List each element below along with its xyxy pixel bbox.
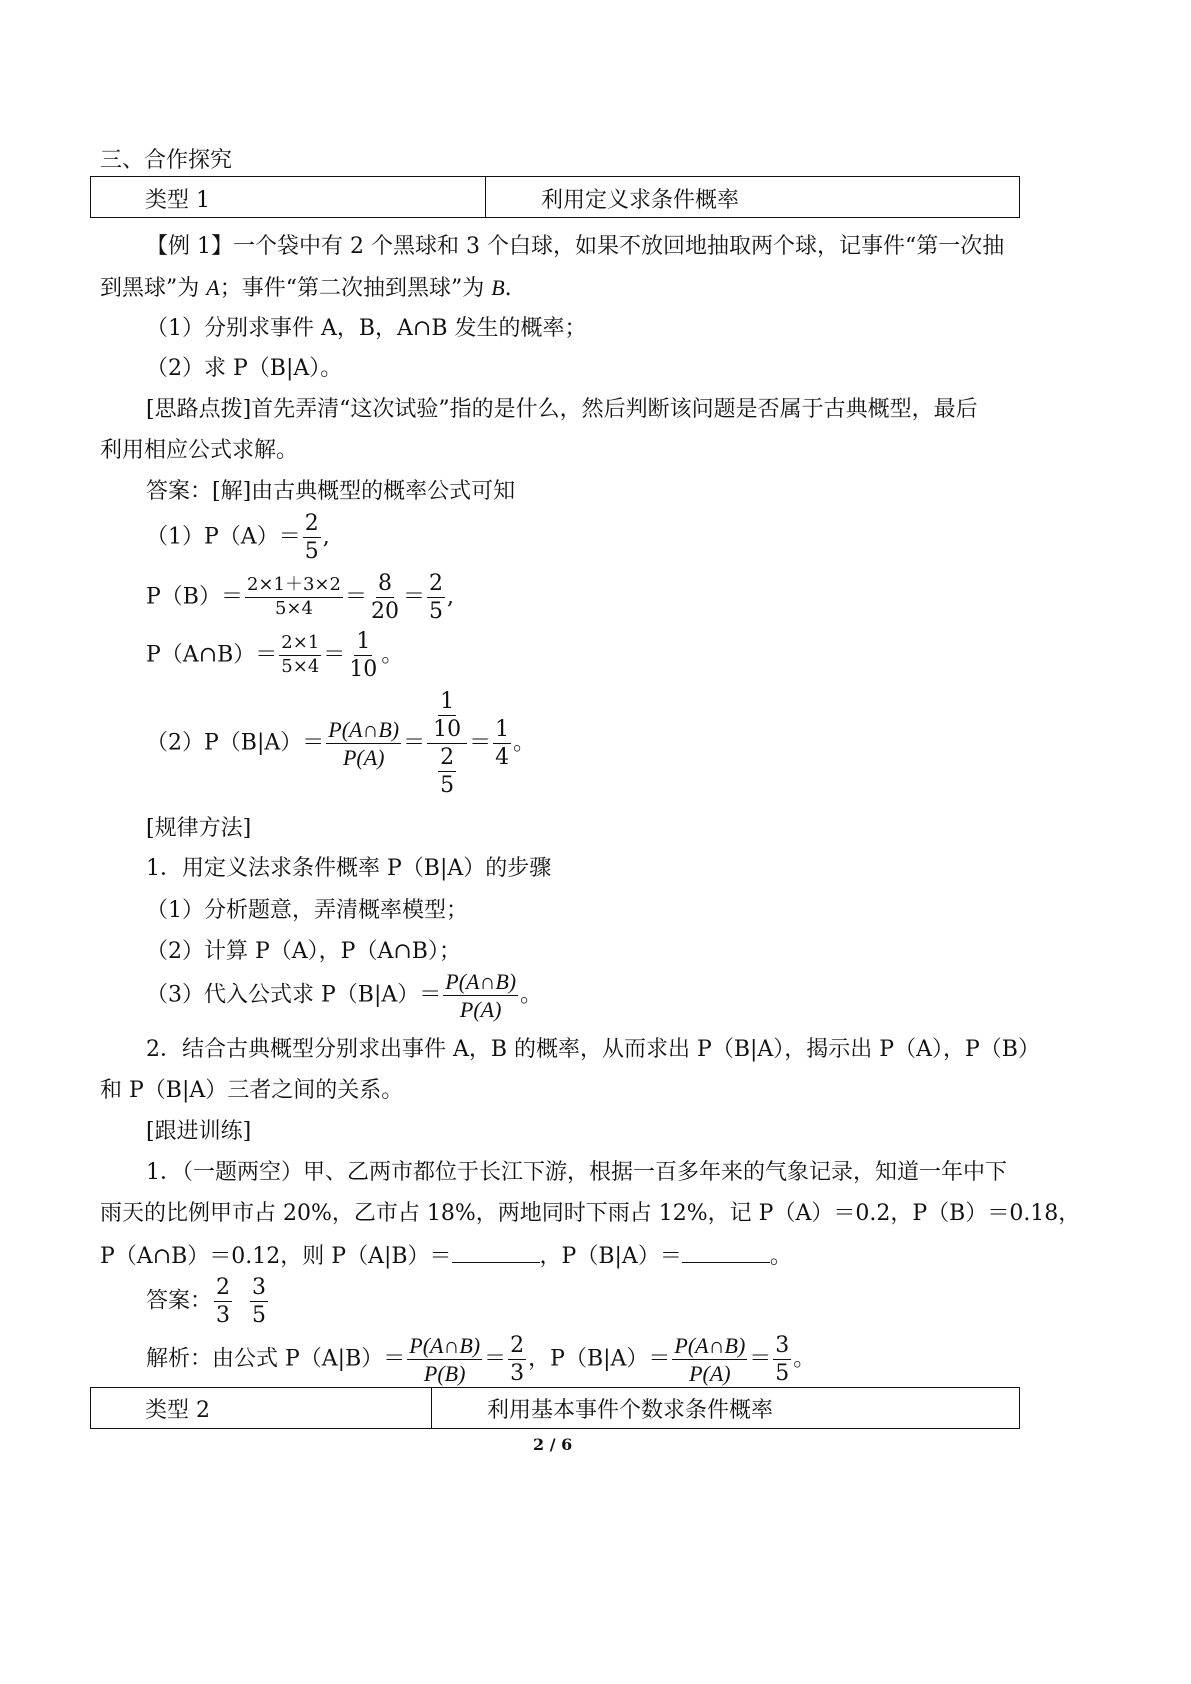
practice-line1: 1．（一题两空）甲、乙两市都位于长江下游，根据一百多年来的气象记录，知道一年中下 bbox=[146, 1160, 1008, 1185]
section-heading: 三、合作探究 bbox=[100, 148, 233, 173]
hint-line1: [思路点拨]首先弄清“这次试验”指的是什么，然后判断该问题是否属于古典概型，最后 bbox=[146, 397, 978, 422]
solution-pba: （2）P（B|A）＝ $\frac{P(A\cap B)}{P(A)}$ ＝ $\frac{\frac{1}{10}}{\frac{2}{5}}$ ＝ $\frac{1}{4}$ 。 bbox=[146, 689, 536, 799]
hint-line2: 利用相应公式求解。 bbox=[100, 438, 299, 463]
method-item2-line2: 和 P（B|A）三者之间的关系。 bbox=[100, 1078, 404, 1103]
type2-label: 类型 2 bbox=[145, 1398, 210, 1423]
solution-pa: （1）P（A）＝ $\frac{2}{5}$ , bbox=[146, 511, 330, 565]
practice-analysis: 解析：由公式 P（A|B）＝ $\frac{P(A\cap B)}{P(B)}$ ＝ $\frac{2}{3}$ ，P（B|A）＝ $\frac{P(A\cap B)}{P(A)}$ ＝ $\frac{3}{5}$ 。 bbox=[146, 1333, 816, 1387]
type1-label: 类型 1 bbox=[145, 188, 210, 213]
method-step3: （3）代入公式求 P（B|A）＝ $\frac{P(A\cap B)}{P(A)}$ 。 bbox=[146, 969, 543, 1023]
method-item2-line1: 2．结合古典概型分别求出事件 A，B 的概率，从而求出 P（B|A），揭示出 P（A），P（B） bbox=[146, 1037, 1040, 1062]
practice-line2: 雨天的比例甲市占 20%，乙市占 18%，两地同时下雨占 12%，记 P（A）＝0.2，P（B）＝0.18， bbox=[100, 1201, 1081, 1226]
type1-title: 利用定义求条件概率 bbox=[541, 188, 740, 213]
example-line1: 【例 1】一个袋中有 2 个黑球和 3 个白球，如果不放回地抽取两个球，记事件“第一次抽 bbox=[146, 234, 1005, 259]
answer-blank-2 bbox=[682, 1244, 770, 1263]
method-title: [规律方法] bbox=[146, 816, 252, 841]
practice-answer: 答案： $\frac{2}{3}$ $\frac{3}{5}$ bbox=[146, 1275, 267, 1329]
answer-blank-1 bbox=[452, 1244, 540, 1263]
practice-title: [跟进训练] bbox=[146, 1119, 252, 1144]
method-item1: 1．用定义法求条件概率 P（B|A）的步骤 bbox=[146, 856, 552, 881]
type2-title: 利用基本事件个数求条件概率 bbox=[487, 1398, 774, 1423]
solution-pab: P（A∩B）＝ $\frac{2\times 1}{5\times 4}$ ＝ $\frac{1}{10}$ 。 bbox=[146, 629, 404, 683]
type2-box bbox=[90, 1387, 1020, 1429]
type1-box bbox=[90, 176, 1020, 218]
solution-pb: P（B）＝ $\frac{2\times 1+3\times 2}{5\times 4}$ ＝ $\frac{8}{20}$ ＝ $\frac{2}{5}$ , bbox=[146, 571, 454, 625]
practice-line3: P（A∩B）＝0.12，则 P（A|B）＝ ，P（B|A）＝ 。 bbox=[100, 1244, 792, 1269]
example-question1: （1）分别求事件 A，B，A∩B 发生的概率； bbox=[146, 316, 587, 341]
method-step1: （1）分析题意，弄清概率模型； bbox=[146, 898, 468, 923]
example-line2: 到黑球”为 A；事件“第二次抽到黑球”为 B. bbox=[100, 275, 512, 301]
answer-intro: 答案：[解]由古典概型的概率公式可知 bbox=[146, 479, 516, 504]
page-number: 2 / 6 bbox=[533, 1435, 573, 1454]
method-step2: （2）计算 P（A），P（A∩B）； bbox=[146, 939, 461, 964]
example-question2: （2）求 P（B|A）。 bbox=[146, 356, 343, 381]
